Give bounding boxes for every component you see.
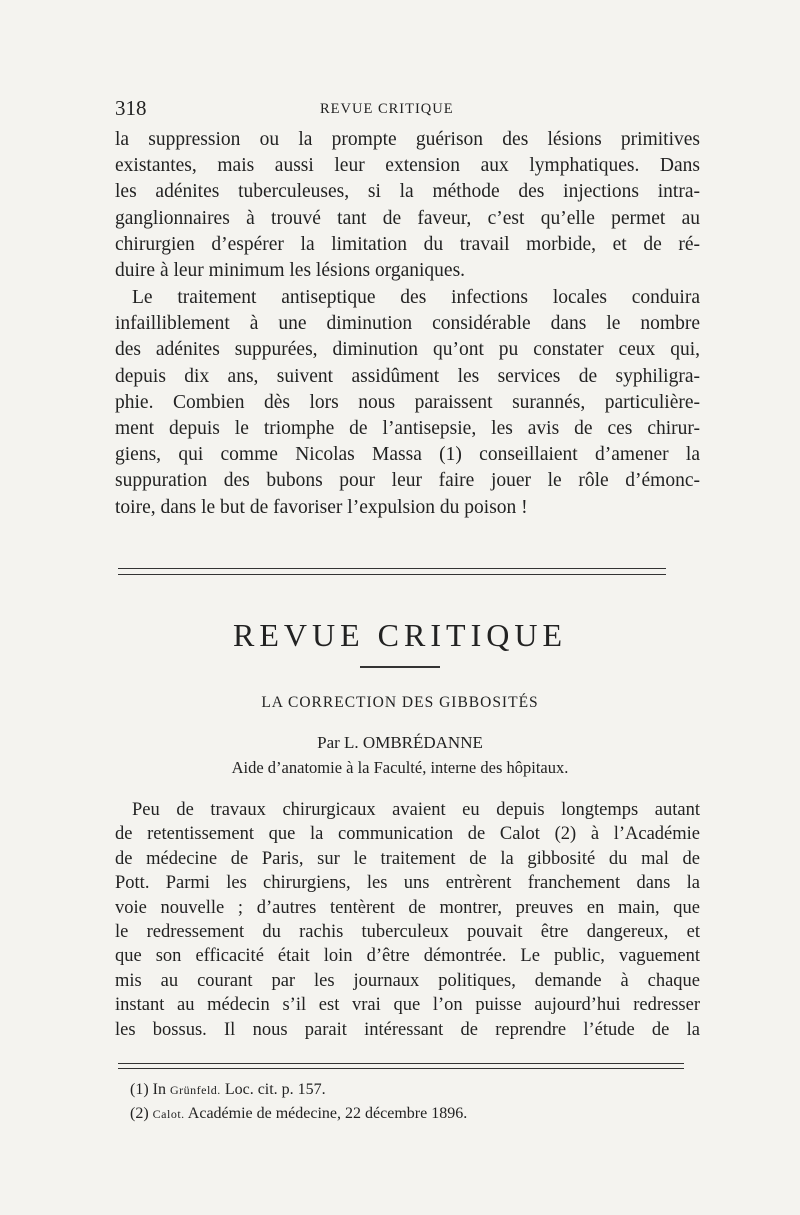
footnote-text: Loc. cit. p. 157. xyxy=(224,1081,326,1098)
footnote-marker: (2) xyxy=(130,1105,149,1122)
text-line: la suppression ou la prompte guérison des lésions primitives xyxy=(115,129,700,150)
text-line: de médecine de Paris, sur le traitement de la gibbosité du mal de xyxy=(115,848,700,869)
section-title: REVUE CRITIQUE xyxy=(233,617,567,653)
text-line: Pott. Parmi les chirurgiens, les uns entrèrent franchement dans la xyxy=(115,873,700,894)
text-line: instant au médecin s’il est vrai que l’on puisse aujourd’hui redresser xyxy=(115,995,700,1016)
text-line: que son efficacité était loin d’être démontrée. Le public, vaguement xyxy=(115,946,700,967)
footnote-author: Calot. xyxy=(152,1107,185,1121)
paragraph-gibbosity xyxy=(115,798,700,1042)
section-divider-bottom xyxy=(118,574,666,575)
paragraph-continued xyxy=(115,127,700,284)
title-underline xyxy=(360,666,440,668)
text-line: giens, qui comme Nicolas Massa (1) conseillaient d’amener la xyxy=(115,444,700,466)
text-line: suppuration des bubons pour leur faire jouer le rôle d’émonc- xyxy=(115,470,700,492)
article-title: LA CORRECTION DES GIBBOSITÉS xyxy=(261,694,539,711)
footnotes xyxy=(130,1078,690,1126)
running-title: REVUE CRITIQUE xyxy=(320,101,454,117)
section-divider-top xyxy=(118,568,666,569)
text-line: voie nouvelle ; d’autres tentèrent de montrer, preuves en main, que xyxy=(115,897,700,918)
paragraph-antiseptic xyxy=(115,285,700,521)
footnote-2 xyxy=(130,1102,690,1126)
text-line: infailliblement à une diminution considérable dans le nombre xyxy=(115,313,700,335)
text-line: le redressement du rachis tuberculeux pouvait être dangereux, et xyxy=(115,922,700,943)
text-line: des adénites suppurées, diminution qu’ont pu constater ceux qui, xyxy=(115,339,700,361)
footnote-marker: (1) xyxy=(130,1081,149,1098)
byline: Par L. OMBRÉDANNE xyxy=(317,733,483,752)
text-line: de retentissement que la communication de Calot (2) à l’Académie xyxy=(115,824,700,845)
text-line: duire à leur minimum les lésions organiques. xyxy=(115,260,466,282)
footnote-separator-1 xyxy=(118,1063,684,1064)
text-line: les bossus. Il nous parait intéressant de reprendre l’étude de la xyxy=(115,1019,700,1040)
text-line: chirurgien d’espérer la limitation du travail morbide, et de ré- xyxy=(115,233,700,255)
text-line: depuis dix ans, suivent assidûment les services de syphiligra- xyxy=(115,365,700,387)
running-head xyxy=(115,96,700,122)
text-line: toire, dans le but de favoriser l’expulsion du poison ! xyxy=(115,496,528,518)
footnote-text: Académie de médecine, 22 décembre 1896. xyxy=(187,1105,468,1122)
footnote-separator-2 xyxy=(118,1068,684,1069)
text-line: ganglionnaires à trouvé tant de faveur, c’est qu’elle permet au xyxy=(115,207,700,229)
author-affiliation: Aide d’anatomie à la Faculté, interne des hôpitaux. xyxy=(231,758,569,777)
text-line: Le traitement antiseptique des infections locales conduira xyxy=(132,287,700,308)
text-line: mis au courant par les journaux politiques, demande à chaque xyxy=(115,970,700,991)
footnote-prefix: In xyxy=(152,1081,166,1098)
text-line: existantes, mais aussi leur extension aux lymphatiques. Dans xyxy=(115,155,700,177)
footnote-1 xyxy=(130,1078,690,1102)
text-line: ment depuis le triomphe de l’antisepsie, les avis de ces chirur- xyxy=(115,418,700,440)
text-line: phie. Combien dès lors nous paraissent surannés, particulière- xyxy=(115,391,700,413)
footnote-author: Grünfeld. xyxy=(169,1083,221,1097)
text-line: Peu de travaux chirurgicaux avaient eu depuis longtemps autant xyxy=(132,800,700,820)
page-number: 318 xyxy=(115,96,147,120)
text-line: les adénites tuberculeuses, si la méthode des injections intra- xyxy=(115,181,700,203)
